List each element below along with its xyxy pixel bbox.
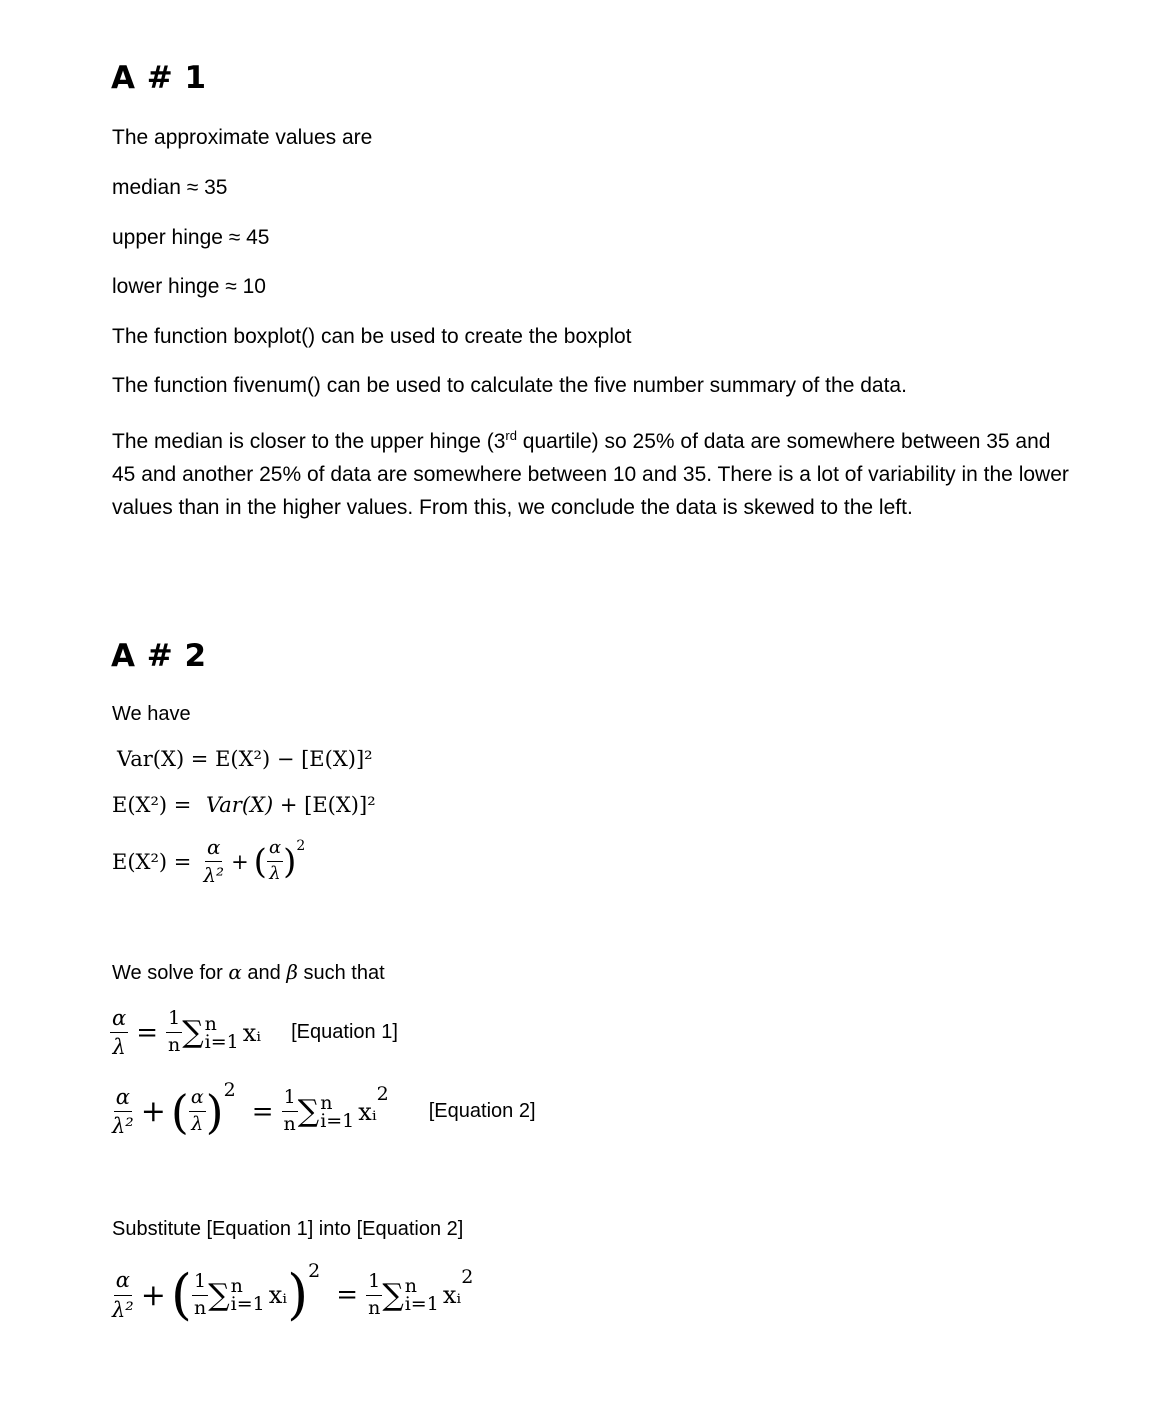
fraction-denominator: λ² <box>112 1114 134 1139</box>
equals-sign: = <box>136 1017 158 1048</box>
summation-symbol: ∑ <box>297 1094 320 1130</box>
alpha-over-lambda-sq <box>201 836 226 887</box>
fraction-denominator: λ <box>191 1113 204 1136</box>
exponent: 2 <box>308 1260 321 1282</box>
lower-limit: i=1 <box>404 1293 439 1315</box>
fraction-numerator: 1 <box>192 1271 208 1296</box>
solve-text-end: such that <box>297 962 385 984</box>
fivenum-note: The function fivenum() can be used to calculate the five number summary of the data. <box>112 374 907 397</box>
section-heading-a1: A # 1 <box>111 60 207 96</box>
summation-symbol: ∑ <box>208 1277 230 1313</box>
fraction-numerator: 1 <box>282 1087 298 1112</box>
alpha-over-lambda-sq <box>110 1268 136 1321</box>
second-moment-lhs: E(X²) = <box>112 793 192 817</box>
x-i-term: xᵢ <box>268 1281 288 1309</box>
equals-sign: = <box>251 1096 274 1127</box>
right-paren: ) <box>287 1263 309 1326</box>
x-i-term: xᵢ <box>442 1281 462 1309</box>
fraction-numerator: α <box>114 1268 132 1295</box>
section-heading-a2: A # 2 <box>111 638 207 674</box>
exponent: 2 <box>461 1266 474 1288</box>
equals-sign: = <box>336 1280 359 1310</box>
fraction-numerator: α <box>267 838 283 862</box>
fraction-denominator: λ² <box>112 1297 134 1322</box>
fraction-denominator: n <box>283 1113 296 1136</box>
lower-hinge-value: lower hinge ≈ 10 <box>112 275 266 298</box>
left-paren: ( <box>253 841 267 882</box>
one-over-n <box>366 1271 382 1320</box>
fraction-numerator: α <box>189 1087 206 1112</box>
boxplot-note: The function boxplot() can be used to create the boxplot <box>112 325 632 348</box>
summation-limits <box>230 1274 265 1315</box>
gamma-moment-lhs: E(X²) = <box>112 849 192 874</box>
alpha-over-lambda <box>189 1087 206 1136</box>
fraction-numerator: 1 <box>366 1271 382 1296</box>
one-over-n <box>282 1087 298 1136</box>
plus-sign: + <box>140 1094 166 1130</box>
paragraph-text-start: The median is closer to the upper hinge (3 <box>112 430 506 453</box>
fraction-numerator: α <box>110 1006 128 1033</box>
summation-limits <box>320 1091 355 1132</box>
plus-sign: + <box>140 1277 166 1313</box>
variance-equation: Var(X) = E(X²) − [E(X)]² <box>117 747 373 771</box>
alpha-over-lambda <box>110 1006 128 1059</box>
fraction-numerator: α <box>205 836 223 862</box>
x-i-term: xᵢ <box>358 1097 377 1126</box>
we-have-text: We have <box>112 703 191 725</box>
mean-squared-term: + [E(X)]² <box>279 793 376 817</box>
one-over-n <box>166 1008 182 1057</box>
exponent: 2 <box>376 1083 389 1105</box>
substituted-equation <box>110 1260 474 1326</box>
fraction-numerator: 1 <box>166 1008 182 1033</box>
intro-text: The approximate values are <box>112 126 373 149</box>
alpha-symbol: α <box>228 960 242 984</box>
left-paren: ( <box>170 1263 192 1326</box>
beta-symbol: β <box>286 960 298 984</box>
fraction-denominator: n <box>167 1034 181 1057</box>
alpha-over-lambda <box>267 838 283 884</box>
exponent: 2 <box>223 1079 236 1101</box>
lower-limit: i=1 <box>204 1030 239 1053</box>
summation-limits <box>204 1012 239 1053</box>
solve-text <box>112 956 385 990</box>
gamma-moment-equation <box>112 836 305 887</box>
exponent: 2 <box>296 838 306 854</box>
left-paren: ( <box>170 1084 189 1139</box>
lower-limit: i=1 <box>230 1293 265 1315</box>
lower-limit: i=1 <box>320 1109 355 1132</box>
upper-limit: n <box>404 1274 417 1297</box>
upper-limit: n <box>320 1091 333 1114</box>
second-moment-equation <box>112 793 376 817</box>
solve-text-start: We solve for <box>112 962 229 984</box>
right-paren: ) <box>283 841 297 882</box>
ordinal-superscript: rd <box>505 428 517 443</box>
fraction-denominator: n <box>193 1296 207 1319</box>
median-value: median ≈ 35 <box>112 176 228 199</box>
upper-limit: n <box>204 1012 217 1035</box>
fraction-denominator: λ <box>112 1035 126 1060</box>
fraction-denominator: λ <box>269 863 281 884</box>
x-i-term: xᵢ <box>242 1018 262 1047</box>
summation-symbol: ∑ <box>182 1015 204 1051</box>
upper-limit: n <box>230 1274 243 1297</box>
one-over-n <box>192 1271 208 1320</box>
equation-1 <box>110 1006 398 1059</box>
conclusion-paragraph <box>112 419 1072 524</box>
substitute-text: Substitute [Equation 1] into [Equation 2] <box>112 1218 464 1240</box>
fraction-denominator: n <box>368 1296 381 1319</box>
and-word: and <box>241 962 287 984</box>
equation-2-tag: [Equation 2] <box>428 1100 536 1123</box>
equation-2 <box>110 1079 536 1139</box>
fraction-numerator: α <box>114 1085 132 1112</box>
fraction-denominator: λ² <box>203 863 225 887</box>
summation-symbol: ∑ <box>382 1277 404 1313</box>
variance-term: Var(X) <box>206 793 274 817</box>
upper-hinge-value: upper hinge ≈ 45 <box>112 226 270 249</box>
plus-sign: + <box>231 849 249 874</box>
paragraph-text-end: quartile) so 25% of data are somewhere between 35 and 45 and another 25% of data are somewhere between 10 and 35. There is a lot of variability in the lower values than in the higher values. From this, we conclude the data is skewed to the left. <box>112 430 1069 519</box>
alpha-over-lambda-sq <box>110 1085 136 1138</box>
equation-1-tag: [Equation 1] <box>291 1021 398 1044</box>
summation-limits <box>404 1274 439 1315</box>
right-paren: ) <box>205 1084 224 1139</box>
